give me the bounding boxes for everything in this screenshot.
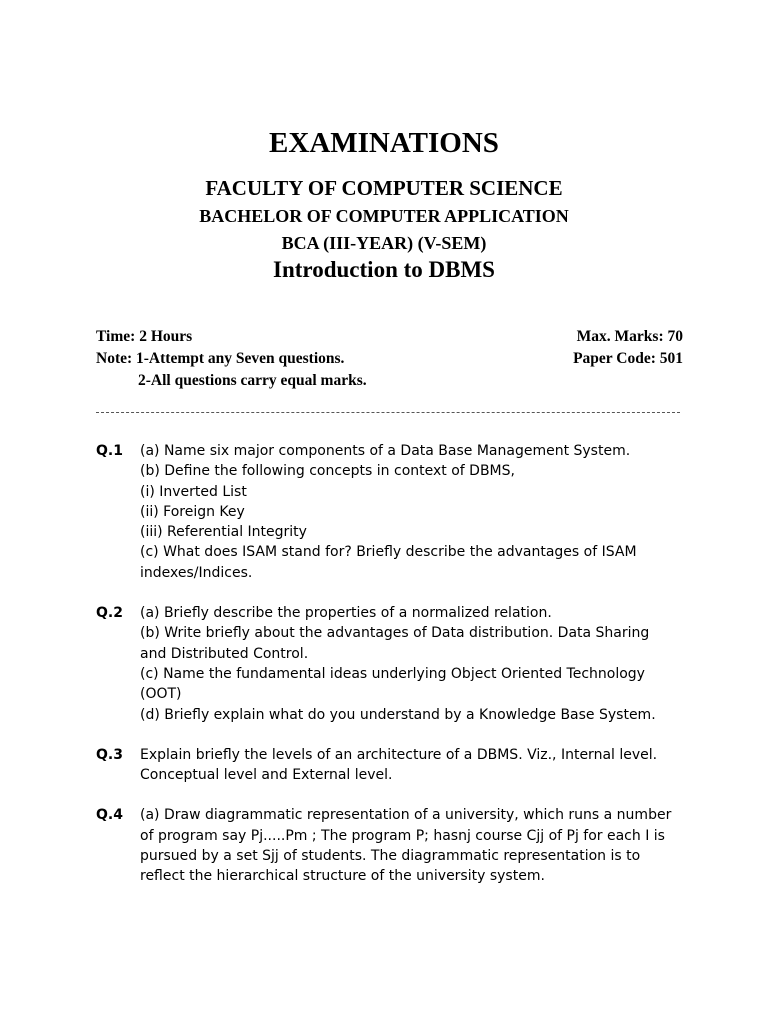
question-line: (c) What does ISAM stand for? Briefly describe the advantages of ISAM bbox=[140, 544, 637, 561]
question-line: (b) Write briefly about the advantages of Data distribution. Data Sharing bbox=[140, 625, 650, 642]
question-line: (i) Inverted List bbox=[140, 483, 247, 500]
question-3 bbox=[96, 745, 696, 786]
question-4 bbox=[96, 805, 696, 886]
time-info: Time: 2 Hours bbox=[96, 328, 193, 345]
question-line: (iii) Referential Integrity bbox=[140, 524, 307, 541]
subject-title: Introduction to DBMS bbox=[273, 257, 495, 282]
question-number: Q.4 bbox=[96, 807, 123, 824]
question-number: Q.2 bbox=[96, 605, 123, 622]
question-number: Q.1 bbox=[96, 443, 123, 459]
question-line: (ii) Foreign Key bbox=[140, 503, 245, 520]
section-divider bbox=[96, 412, 680, 413]
question-line: (a) Briefly describe the properties of a normalized relation. bbox=[140, 605, 552, 622]
course-year: BCA (III-YEAR) (V-SEM) bbox=[281, 233, 487, 253]
question-body bbox=[140, 441, 696, 583]
question-body bbox=[140, 745, 696, 786]
question-number: Q.3 bbox=[96, 746, 123, 763]
question-line: (a) Name six major components of a Data Base Management System. bbox=[140, 443, 631, 459]
question-line: and Distributed Control. bbox=[140, 645, 309, 662]
note-equal-marks: 2-All questions carry equal marks. bbox=[138, 372, 367, 389]
question-line: Explain briefly the levels of an architecture of a DBMS. Viz., Internal level. bbox=[140, 746, 658, 763]
question-body bbox=[140, 805, 696, 886]
program-name: BACHELOR OF COMPUTER APPLICATION bbox=[199, 206, 569, 226]
question-1 bbox=[96, 441, 696, 583]
question-line: reflect the hierarchical structure of the university system. bbox=[140, 868, 545, 885]
question-line: (OOT) bbox=[140, 686, 182, 703]
question-line: (c) Name the fundamental ideas underlying Object Oriented Technology bbox=[140, 665, 645, 682]
note-attempt: Note: 1-Attempt any Seven questions. bbox=[96, 350, 345, 367]
question-body bbox=[140, 603, 696, 725]
question-line: (b) Define the following concepts in context of DBMS, bbox=[140, 463, 515, 480]
questions-list bbox=[96, 441, 696, 907]
question-line: of program say Pj.....Pm ; The program P; hasnj course Cjj of Pj for each I is bbox=[140, 827, 665, 844]
max-marks-info: Max. Marks: 70 bbox=[576, 328, 683, 345]
question-line: indexes/Indices. bbox=[140, 564, 253, 581]
faculty-name: FACULTY OF COMPUTER SCIENCE bbox=[205, 176, 563, 200]
question-2 bbox=[96, 603, 696, 725]
question-line: (a) Draw diagrammatic representation of a university, which runs a number bbox=[140, 807, 672, 824]
question-line: pursued by a set Sjj of students. The diagrammatic representation is to bbox=[140, 848, 641, 865]
exam-title: EXAMINATIONS bbox=[269, 127, 499, 159]
question-line: Conceptual level and External level. bbox=[140, 767, 393, 784]
paper-code-info: Paper Code: 501 bbox=[573, 350, 683, 367]
question-line: (d) Briefly explain what do you understand by a Knowledge Base System. bbox=[140, 706, 656, 723]
